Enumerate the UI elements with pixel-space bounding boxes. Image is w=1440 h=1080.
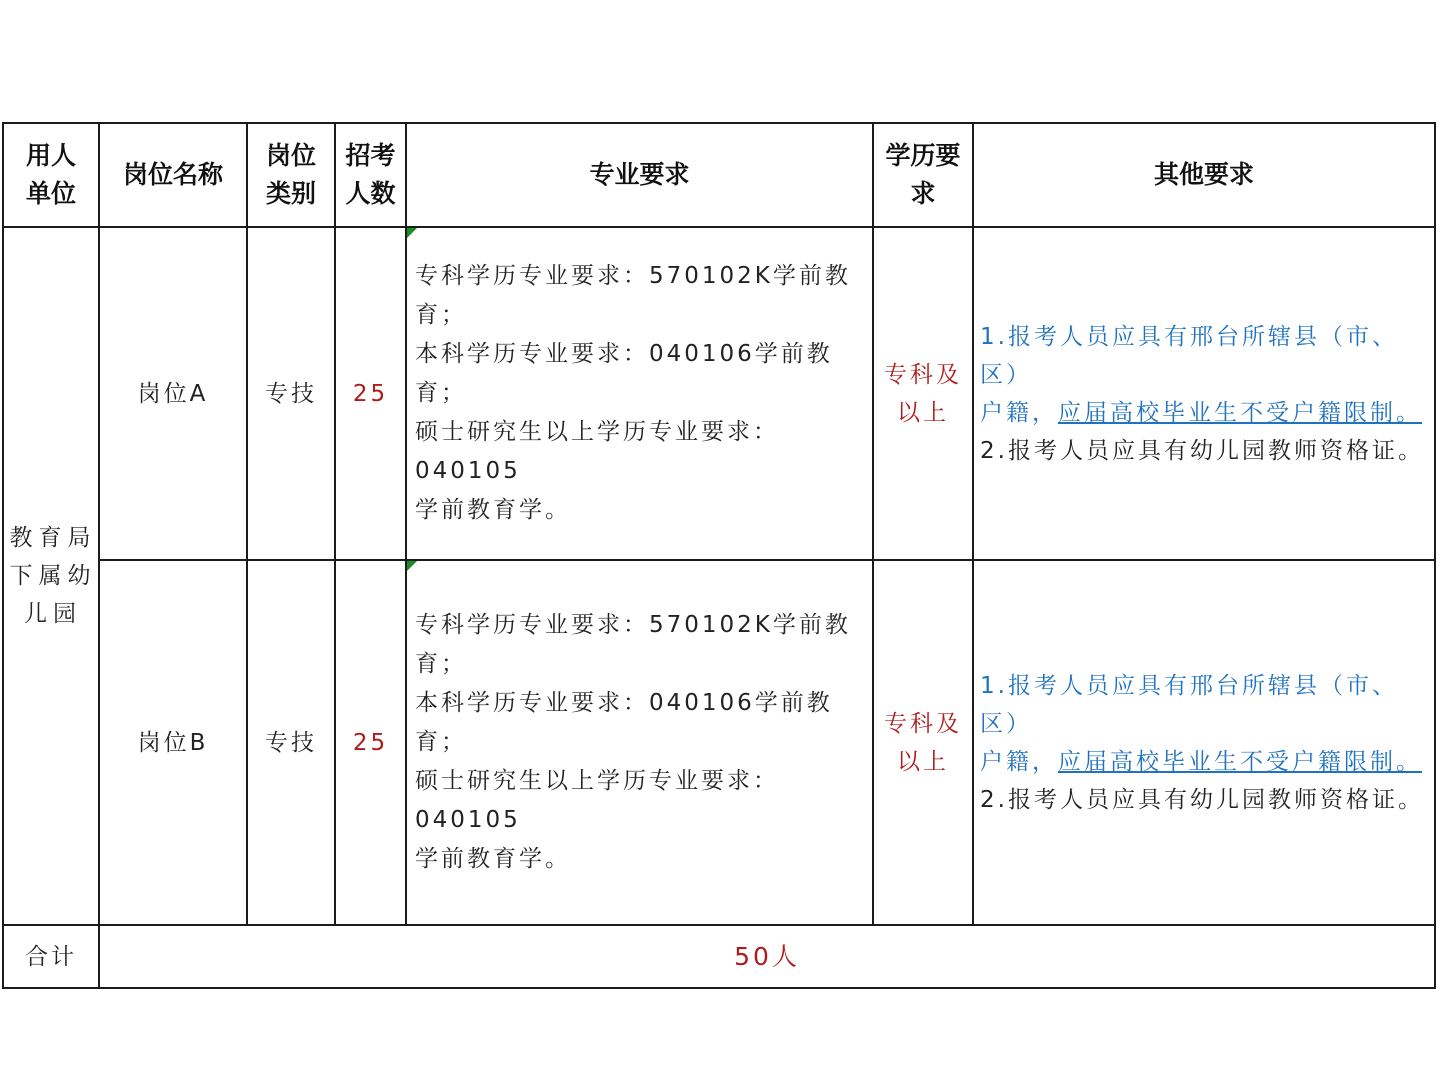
unit-line3: 儿园 [24,601,82,627]
total-row [3,925,1435,988]
other-line-link[interactable]: 应届高校毕业生不受户籍限制。 [1058,748,1422,775]
recruitment-table [2,122,1436,989]
header-education-line2: 求 [910,179,936,208]
education-cell [873,560,973,925]
other-line-link[interactable]: 应届高校毕业生不受户籍限制。 [1058,399,1422,426]
recruitment-table-container [2,122,1436,989]
header-unit-line1: 用人 [25,141,76,170]
position-name-cell: 岗位B [99,560,247,925]
header-major: 专业要求 [406,123,873,227]
other-line-prefix: 户籍， [980,399,1058,426]
header-recruit-count-line1: 招考 [345,141,396,170]
header-position-type-line1: 岗位 [265,141,316,170]
other-line: 2.报考人员应具有幼儿园教师资格证。 [980,437,1424,464]
recruit-count-cell: 25 [335,227,406,560]
position-name-cell: 岗位A [99,227,247,560]
other-requirements-cell [973,227,1435,560]
education-cell [873,227,973,560]
header-recruit-count [335,123,406,227]
header-recruit-count-line2: 人数 [345,179,396,208]
major-line: 本科学历专业要求：040106学前教育； [415,690,833,755]
major-line: 学前教育学。 [415,497,571,523]
header-education [873,123,973,227]
header-other: 其他要求 [973,123,1435,227]
unit-cell [3,227,99,925]
other-requirements-cell [973,560,1435,925]
major-cell [406,227,873,560]
other-line [980,743,1432,781]
other-line [980,394,1432,432]
other-line: 1.报考人员应具有邢台所辖县（市、区） [980,323,1398,388]
other-line: 1.报考人员应具有邢台所辖县（市、区） [980,672,1398,737]
header-unit-line2: 单位 [25,179,76,208]
header-position-type [247,123,335,227]
other-line-prefix: 户籍， [980,748,1058,775]
header-education-line1: 学历要 [885,141,961,170]
comment-flag-icon [407,228,417,238]
education-line2: 以上 [897,399,949,426]
major-cell [406,560,873,925]
major-line: 硕士研究生以上学历专业要求：040105 [415,419,779,484]
total-label: 合计 [3,925,99,988]
major-line: 硕士研究生以上学历专业要求：040105 [415,768,779,833]
major-line: 专科学历专业要求：570102K学前教育； [415,612,851,677]
table-row [3,227,1435,560]
major-line: 专科学历专业要求：570102K学前教育； [415,263,851,328]
education-line2: 以上 [897,748,949,775]
position-type-cell: 专技 [247,560,335,925]
unit-line2: 下属幼 [9,563,97,589]
header-position-type-line2: 类别 [265,179,316,208]
table-row [3,560,1435,925]
major-line: 本科学历专业要求：040106学前教育； [415,341,833,406]
recruit-count-cell: 25 [335,560,406,925]
unit-line1: 教育局 [9,525,97,551]
other-line: 2.报考人员应具有幼儿园教师资格证。 [980,786,1424,813]
education-line1: 专科及 [884,710,962,737]
major-line: 学前教育学。 [415,846,571,872]
header-position-name: 岗位名称 [99,123,247,227]
position-type-cell: 专技 [247,227,335,560]
comment-flag-icon [407,561,417,571]
total-value: 50人 [99,925,1435,988]
header-unit [3,123,99,227]
header-row [3,123,1435,227]
education-line1: 专科及 [884,361,962,388]
